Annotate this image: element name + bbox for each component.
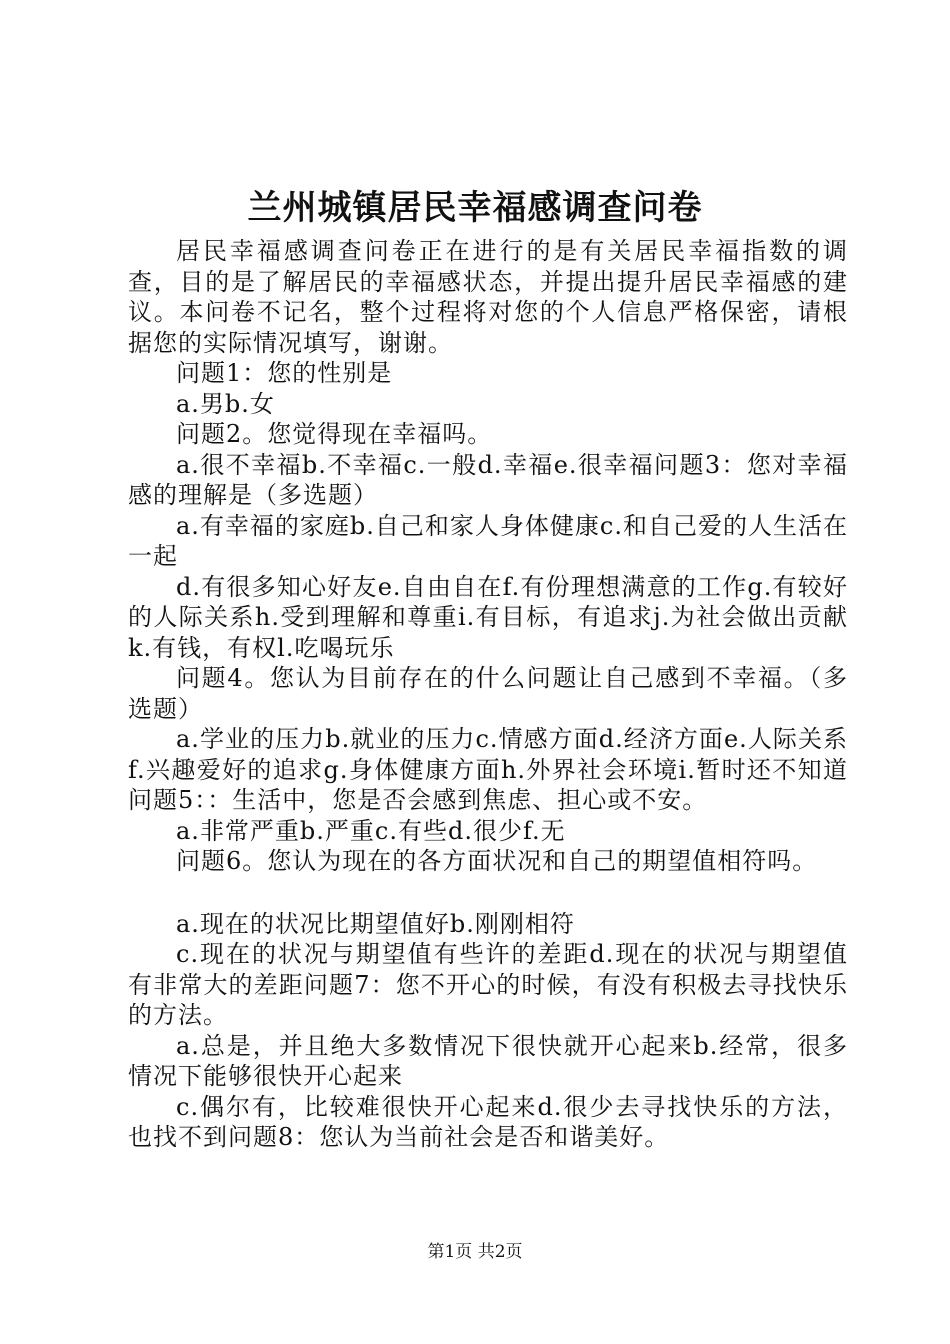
question-6-options-part1: a.现在的状况比期望值好b.刚刚相符 bbox=[176, 909, 575, 938]
question-5-options: a.非常严重b.严重c.有些d.很少f.无 bbox=[176, 816, 566, 845]
question-3-options-part1: a.有幸福的家庭b.自己和家人身体健康c.和自己爱的人生活在一起 bbox=[128, 511, 848, 570]
question-7-options-part1: a.总是，并且绝大多数情况下很快就开心起来b.经常，很多情况下能够很快开心起来 bbox=[128, 1031, 848, 1090]
question-7-options-part2: c.偶尔有，比较难很快开心起来d.很少去寻找快乐的方法，也找不到问题8：您认为当前社会是否和谐美好。 bbox=[128, 1092, 848, 1151]
question-1-options: a.男b.女 bbox=[176, 389, 275, 418]
intro-paragraph: 居民幸福感调查问卷正在进行的是有关居民幸福指数的调查，目的是了解居民的幸福感状态，并提出提升居民幸福感的建议。本问卷不记名，整个过程将对您的个人信息严格保密，请根据您的实际情况填写，谢谢。 bbox=[128, 237, 848, 357]
document-body bbox=[128, 236, 848, 1153]
document-title: 兰州城镇居民幸福感调查问卷 bbox=[247, 188, 703, 228]
question-2-options: a.很不幸福b.不幸福c.一般d.幸福e.很幸福问题3：您对幸福感的理解是（多选题） bbox=[128, 450, 848, 509]
question-3-options-part2: d.有很多知心好友e.自由自在f.有份理想满意的工作g.有较好的人际关系h.受到理解和尊重i.有目标，有追求j.为社会做出贡献k.有钱，有权l.吃喝玩乐 bbox=[128, 572, 848, 662]
page-footer: 第1页 共2页 bbox=[427, 1242, 523, 1262]
question-2: 问题2。您觉得现在幸福吗。 bbox=[176, 420, 493, 448]
question-6-options-part2: c.现在的状况与期望值有些许的差距d.现在的状况与期望值有非常大的差距问题7：您不开心的时候，有没有积极去寻找快乐的方法。 bbox=[128, 940, 848, 1029]
question-4-options: a.学业的压力b.就业的压力c.情感方面d.经济方面e.人际关系f.兴趣爱好的追求g.身体健康方面h.外界社会环境i.暂时还不知道问题5：：生活中，您是否会感到焦虑、担心或不安。 bbox=[128, 725, 848, 814]
question-1: 问题1：您的性别是 bbox=[176, 359, 393, 387]
question-4: 问题4。您认为目前存在的什么问题让自己感到不幸福。（多选题） bbox=[128, 664, 848, 723]
blank-line bbox=[128, 877, 848, 909]
question-6: 问题6。您认为现在的各方面状况和自己的期望值相符吗。 bbox=[176, 847, 818, 875]
